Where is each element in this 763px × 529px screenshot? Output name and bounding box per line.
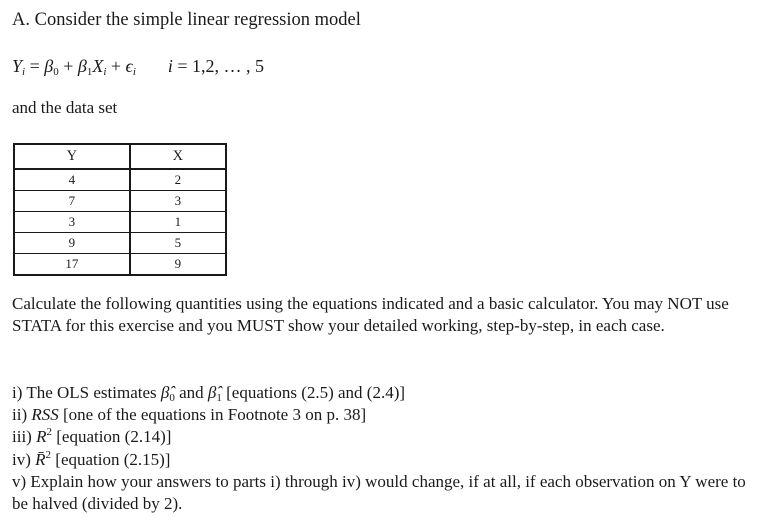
column-header-y: Y [14, 144, 130, 169]
model-plus-2: + [106, 56, 126, 76]
data-table [13, 143, 227, 276]
part-ii-ref: [one of the equations in Footnote 3 on p. 38] [58, 405, 367, 425]
model-x-sub: i [103, 66, 107, 78]
part-ii-prefix: ii) [12, 405, 32, 425]
cell-x: 3 [130, 191, 226, 212]
part-i-and: and [174, 383, 208, 402]
part-ii [12, 404, 752, 426]
part-iv [12, 449, 752, 471]
part-iii [12, 426, 752, 448]
beta1-hat-sub: 1 [216, 392, 222, 404]
rss-symbol: RSS [31, 405, 59, 425]
part-iv-prefix: iv) [12, 449, 36, 469]
part-i [12, 382, 752, 404]
part-iii-prefix: iii) [12, 427, 37, 447]
adjusted-r-squared-sup: 2 [45, 448, 52, 461]
model-epsilon: ϵ [125, 56, 133, 76]
part-iv-ref: [equation (2.15)] [51, 449, 171, 469]
table-row [14, 212, 226, 233]
cell-y: 7 [14, 191, 130, 212]
adjusted-r-squared-symbol: R̄ [35, 449, 46, 469]
model-lhs-sub: i [22, 66, 26, 78]
data-set-intro: and the data set [12, 98, 118, 117]
model-x: X [92, 56, 104, 76]
r-squared-sup: 2 [46, 426, 52, 439]
part-v: v) Explain how your answers to parts i) through iv) would change, if at all, if each observation on Y were to be halved (divided by 2). [12, 471, 746, 514]
cell-x: 9 [130, 254, 226, 276]
question-heading: A. Consider the simple linear regression model [12, 10, 361, 30]
cell-y: 17 [14, 254, 130, 276]
model-epsilon-sub: i [132, 66, 136, 78]
model-beta0: β [44, 56, 54, 76]
question-parts [12, 382, 752, 515]
part-iii-ref: [equation (2.14)] [51, 427, 172, 447]
part-i-ref: [equations (2.5) and (2.4)] [221, 383, 406, 402]
model-beta1-sub: 1 [86, 66, 93, 78]
cell-x: 5 [130, 233, 226, 254]
beta1-hat-symbol: β̂ [207, 383, 217, 402]
cell-x: 1 [130, 212, 226, 233]
model-beta0-sub: 0 [53, 66, 59, 78]
model-plus-1: + [58, 56, 78, 76]
table-row [14, 233, 226, 254]
part-i-prefix: i) The OLS estimates [12, 383, 161, 402]
column-header-x: X [130, 144, 226, 169]
table-row [14, 254, 226, 276]
model-beta1: β [77, 56, 87, 76]
model-index-range: = 1,2, … , 5 [172, 56, 265, 76]
beta0-hat-symbol: β̂ [160, 383, 170, 402]
table-row [14, 169, 226, 191]
cell-x: 2 [130, 169, 226, 191]
model-equals: = [25, 56, 45, 76]
regression-model-equation [12, 56, 264, 77]
table-row [14, 191, 226, 212]
r-squared-symbol: R [36, 427, 47, 447]
beta0-hat-sub: 0 [169, 392, 175, 404]
cell-y: 4 [14, 169, 130, 191]
model-index-var: i [167, 56, 173, 76]
model-lhs: Y [12, 56, 23, 76]
cell-y: 3 [14, 212, 130, 233]
table-header-row [14, 144, 226, 169]
instructions-paragraph: Calculate the following quantities using the equations indicated and a basic calculator. You may NOT use STATA for this exercise and you MUST show your detailed working, step-by-step, in each case. [12, 294, 729, 335]
cell-y: 9 [14, 233, 130, 254]
